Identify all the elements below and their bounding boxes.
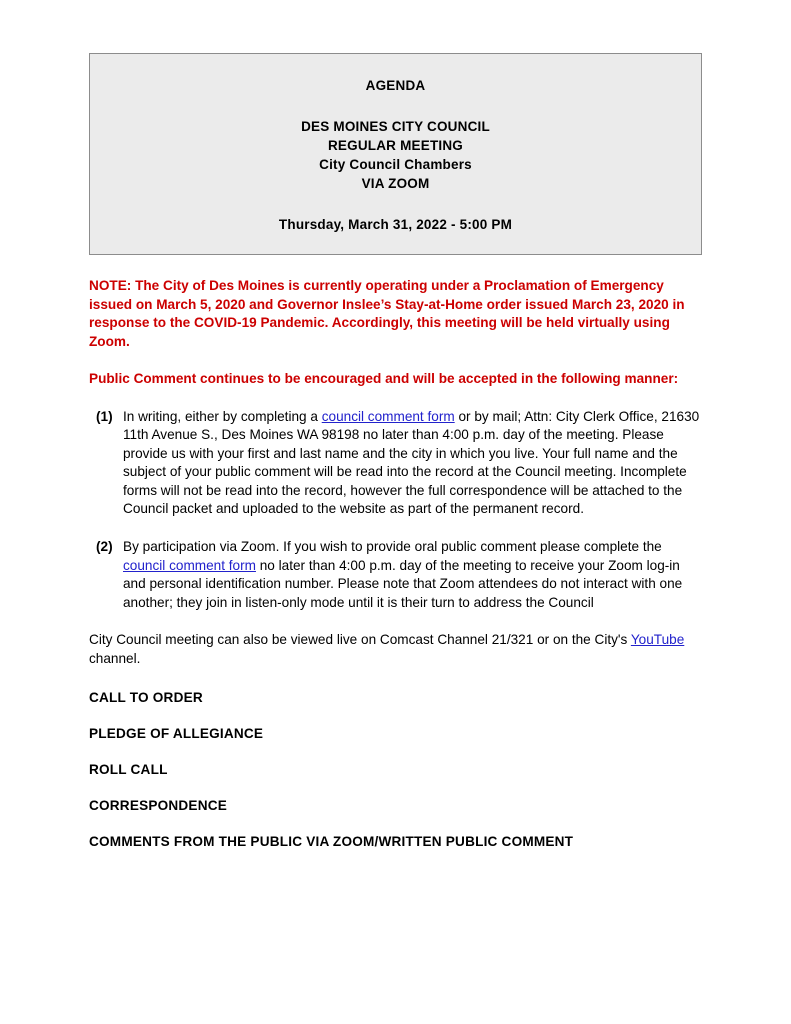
broadcast-part2: channel. xyxy=(89,651,141,667)
list-item xyxy=(89,408,702,520)
header-line-council: DES MOINES CITY COUNCIL xyxy=(301,119,490,134)
list-item-number: (2) xyxy=(96,539,113,555)
item1-text-part2: or by mail; Attn: City Clerk Office, 21630 11th Avenue S., Des Moines WA 98198 no later than 4:00 p.m. day of the meeting. Please provide us with your first and last name and the city in which you live. Your full name and the subject of your public comment will be read into the record at the Council meeting. Incomplete forms will not be read into the record, however the full correspondence will be attached to the Council packet and uploaded to the website as part of the permanent record. xyxy=(123,408,700,517)
council-comment-form-link[interactable]: council comment form xyxy=(123,557,256,573)
list-item-number: (1) xyxy=(96,408,113,424)
council-comment-form-link[interactable]: council comment form xyxy=(321,408,455,424)
section-call-to-order: CALL TO ORDER xyxy=(89,689,203,705)
list-item-text xyxy=(123,538,702,612)
list-item xyxy=(89,538,702,612)
public-comment-intro: Public Comment continues to be encouraged and will be accepted in the following manner: xyxy=(89,371,679,386)
item2-text-part1: By participation via Zoom. If you wish to provide oral public comment please complete the xyxy=(123,539,662,555)
section-correspondence: CORRESPONDENCE xyxy=(89,797,228,813)
youtube-link[interactable]: YouTube xyxy=(630,632,685,648)
agenda-header-box xyxy=(89,53,702,255)
list-item-text xyxy=(123,408,702,520)
document-content xyxy=(89,53,702,849)
item1-text-part1: In writing, either by completing a xyxy=(123,408,322,424)
header-datetime: Thursday, March 31, 2022 - 5:00 PM xyxy=(278,217,513,232)
agenda-title: AGENDA xyxy=(365,78,426,93)
item2-text-part2: no later than 4:00 p.m. day of the meeting to receive your Zoom log-in and personal identification number. Please note that Zoom attendees do not interact with one another; they join in listen-only mode until it is their turn to address the Council xyxy=(123,557,683,610)
section-comments-from-public: COMMENTS FROM THE PUBLIC VIA ZOOM/WRITTEN PUBLIC COMMENT xyxy=(89,833,574,849)
section-roll-call: ROLL CALL xyxy=(89,761,168,777)
emergency-notice: NOTE: The City of Des Moines is currently operating under a Proclamation of Emergency issued on March 5, 2020 and Governor Inslee’s Stay-at-Home order issued March 23, 2020 in response to the COVID-19 Pandemic. Accordingly, this meeting will be held virtually using Zoom. xyxy=(89,278,685,349)
header-line-meeting-type: REGULAR MEETING xyxy=(327,138,463,153)
section-pledge-of-allegiance: PLEDGE OF ALLEGIANCE xyxy=(89,725,264,741)
header-line-location: City Council Chambers xyxy=(319,157,472,172)
header-line-platform: VIA ZOOM xyxy=(361,176,430,191)
broadcast-paragraph xyxy=(89,631,702,668)
broadcast-part1: City Council meeting can also be viewed live on Comcast Channel 21/321 or on the City's xyxy=(89,632,631,648)
